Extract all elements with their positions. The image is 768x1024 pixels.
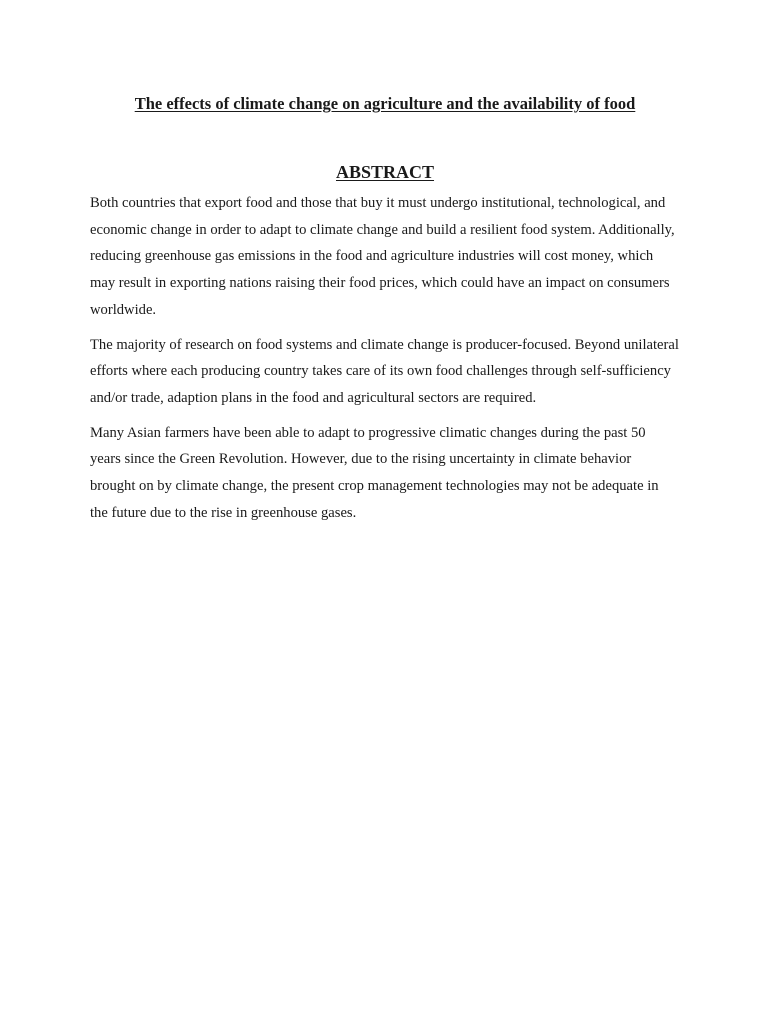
document-title: The effects of climate change on agriculture and the availability of food [134, 94, 636, 113]
abstract-paragraph-1: Both countries that export food and those that buy it must undergo institutional, technological, and economic change in order to adapt to climate change and build a resilient food system. Additionally, reducing greenhouse gas emissions in the food and agriculture industries will cost money, which may result in exporting nations raising their food prices, which could have an impact on consumers worldwide. [90, 195, 675, 318]
abstract-paragraph-2: The majority of research on food systems and climate change is producer-focused. Beyond unilateral efforts where each producing country takes care of its own food challenges through self-sufficiency and/or trade, adaption plans in the food and agricultural sectors are required. [90, 336, 679, 406]
abstract-heading: ABSTRACT [335, 162, 435, 182]
abstract-paragraph-3: Many Asian farmers have been able to adapt to progressive climatic changes during the past 50 years since the Green Revolution. However, due to the rising uncertainty in climate behavior brought on by climate change, the present crop management technologies may not be adequate in the future due to the rise in greenhouse gases. [90, 424, 659, 521]
